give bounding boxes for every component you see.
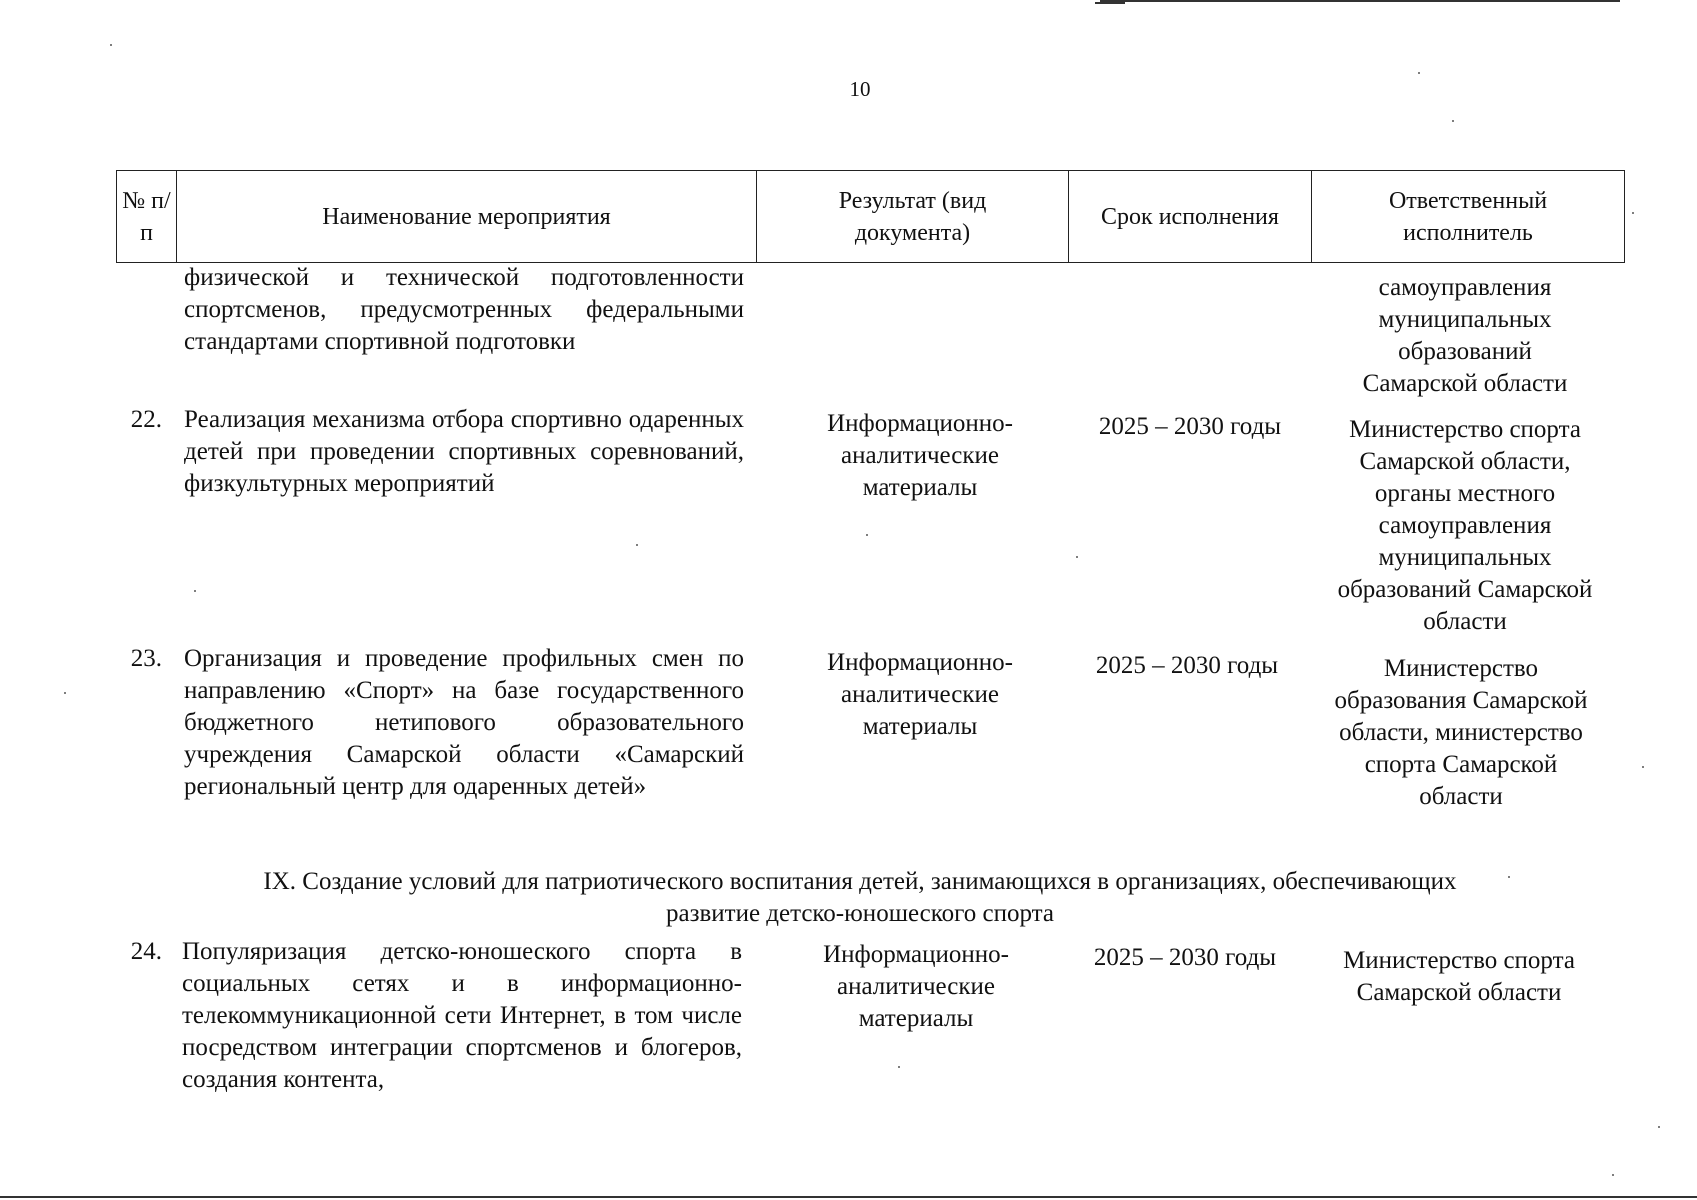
header-result: Результат (вид документа) (757, 171, 1069, 263)
scan-speck (64, 692, 66, 694)
top-edge-line (1100, 0, 1620, 2)
scan-speck (194, 590, 196, 592)
scan-speck (1658, 1126, 1660, 1128)
scan-speck (1632, 212, 1634, 214)
scan-speck (110, 44, 112, 46)
header-number: № п/п (117, 171, 177, 263)
row-23-result: Информационно-аналитические материалы (827, 649, 1013, 740)
scan-speck (1612, 1174, 1614, 1176)
row-24-number: 24. (130, 938, 162, 965)
continuation-name: физической и технической подготовленности спортсменов, предусмотренных федеральными стандартами спортивной подготовки (184, 264, 744, 355)
header-term: Срок исполнения (1069, 171, 1312, 263)
section-ix-title: IX. Создание условий для патриотического воспитания детей, занимающихся в организациях, обеспечивающих развитие детско-юношеского спорта (263, 868, 1457, 927)
page-number: 10 (849, 77, 871, 101)
bottom-edge-line (0, 1196, 1697, 1198)
row-22-responsible: Министерство спорта Самарской области, органы местного самоуправления муниципальных образований Самарской области (1337, 416, 1593, 635)
header-responsible: Ответственный исполнитель (1312, 171, 1625, 263)
top-edge-mark (1095, 2, 1125, 4)
row-23-term: 2025 – 2030 годы (1095, 652, 1279, 679)
scan-speck (1076, 556, 1078, 558)
scan-speck (866, 534, 868, 536)
scan-speck (898, 1066, 900, 1068)
row-24-result: Информационно-аналитические материалы (823, 941, 1009, 1032)
row-24-term: 2025 – 2030 годы (1093, 944, 1277, 971)
row-24-name: Популяризация детско-юношеского спорта в социальных сетях и в информационно-телекоммуникационной сети Интернет, в том числе посредством интеграции спортсменов и блогеров, создания контента, (182, 938, 742, 1093)
scan-speck (1642, 766, 1644, 768)
header-event-name: Наименование мероприятия (177, 171, 757, 263)
table-header (116, 170, 1625, 263)
continuation-responsible: самоуправления муниципальных образований Самарской области (1362, 274, 1568, 397)
row-22-result: Информационно-аналитические материалы (827, 410, 1013, 501)
row-23-number: 23. (130, 645, 162, 672)
row-23-name: Организация и проведение профильных смен по направлению «Спорт» на базе государственного бюджетного нетипового образовательного учреждения Самарской области «Самарский региональный центр для одаренных детей» (184, 645, 744, 800)
scan-speck (1418, 72, 1420, 74)
row-22-name: Реализация механизма отбора спортивно одаренных детей при проведении спортивных соревнований, физкультурных мероприятий (184, 406, 744, 497)
row-23-responsible: Министерство образования Самарской области, министерство спорта Самарской области (1334, 655, 1588, 810)
scan-speck (636, 544, 638, 546)
row-22-number: 22. (130, 406, 162, 433)
row-22-term: 2025 – 2030 годы (1098, 413, 1282, 440)
scan-speck (1508, 876, 1510, 878)
scan-speck (1452, 120, 1454, 122)
row-24-responsible: Министерство спорта Самарской области (1343, 947, 1575, 1006)
